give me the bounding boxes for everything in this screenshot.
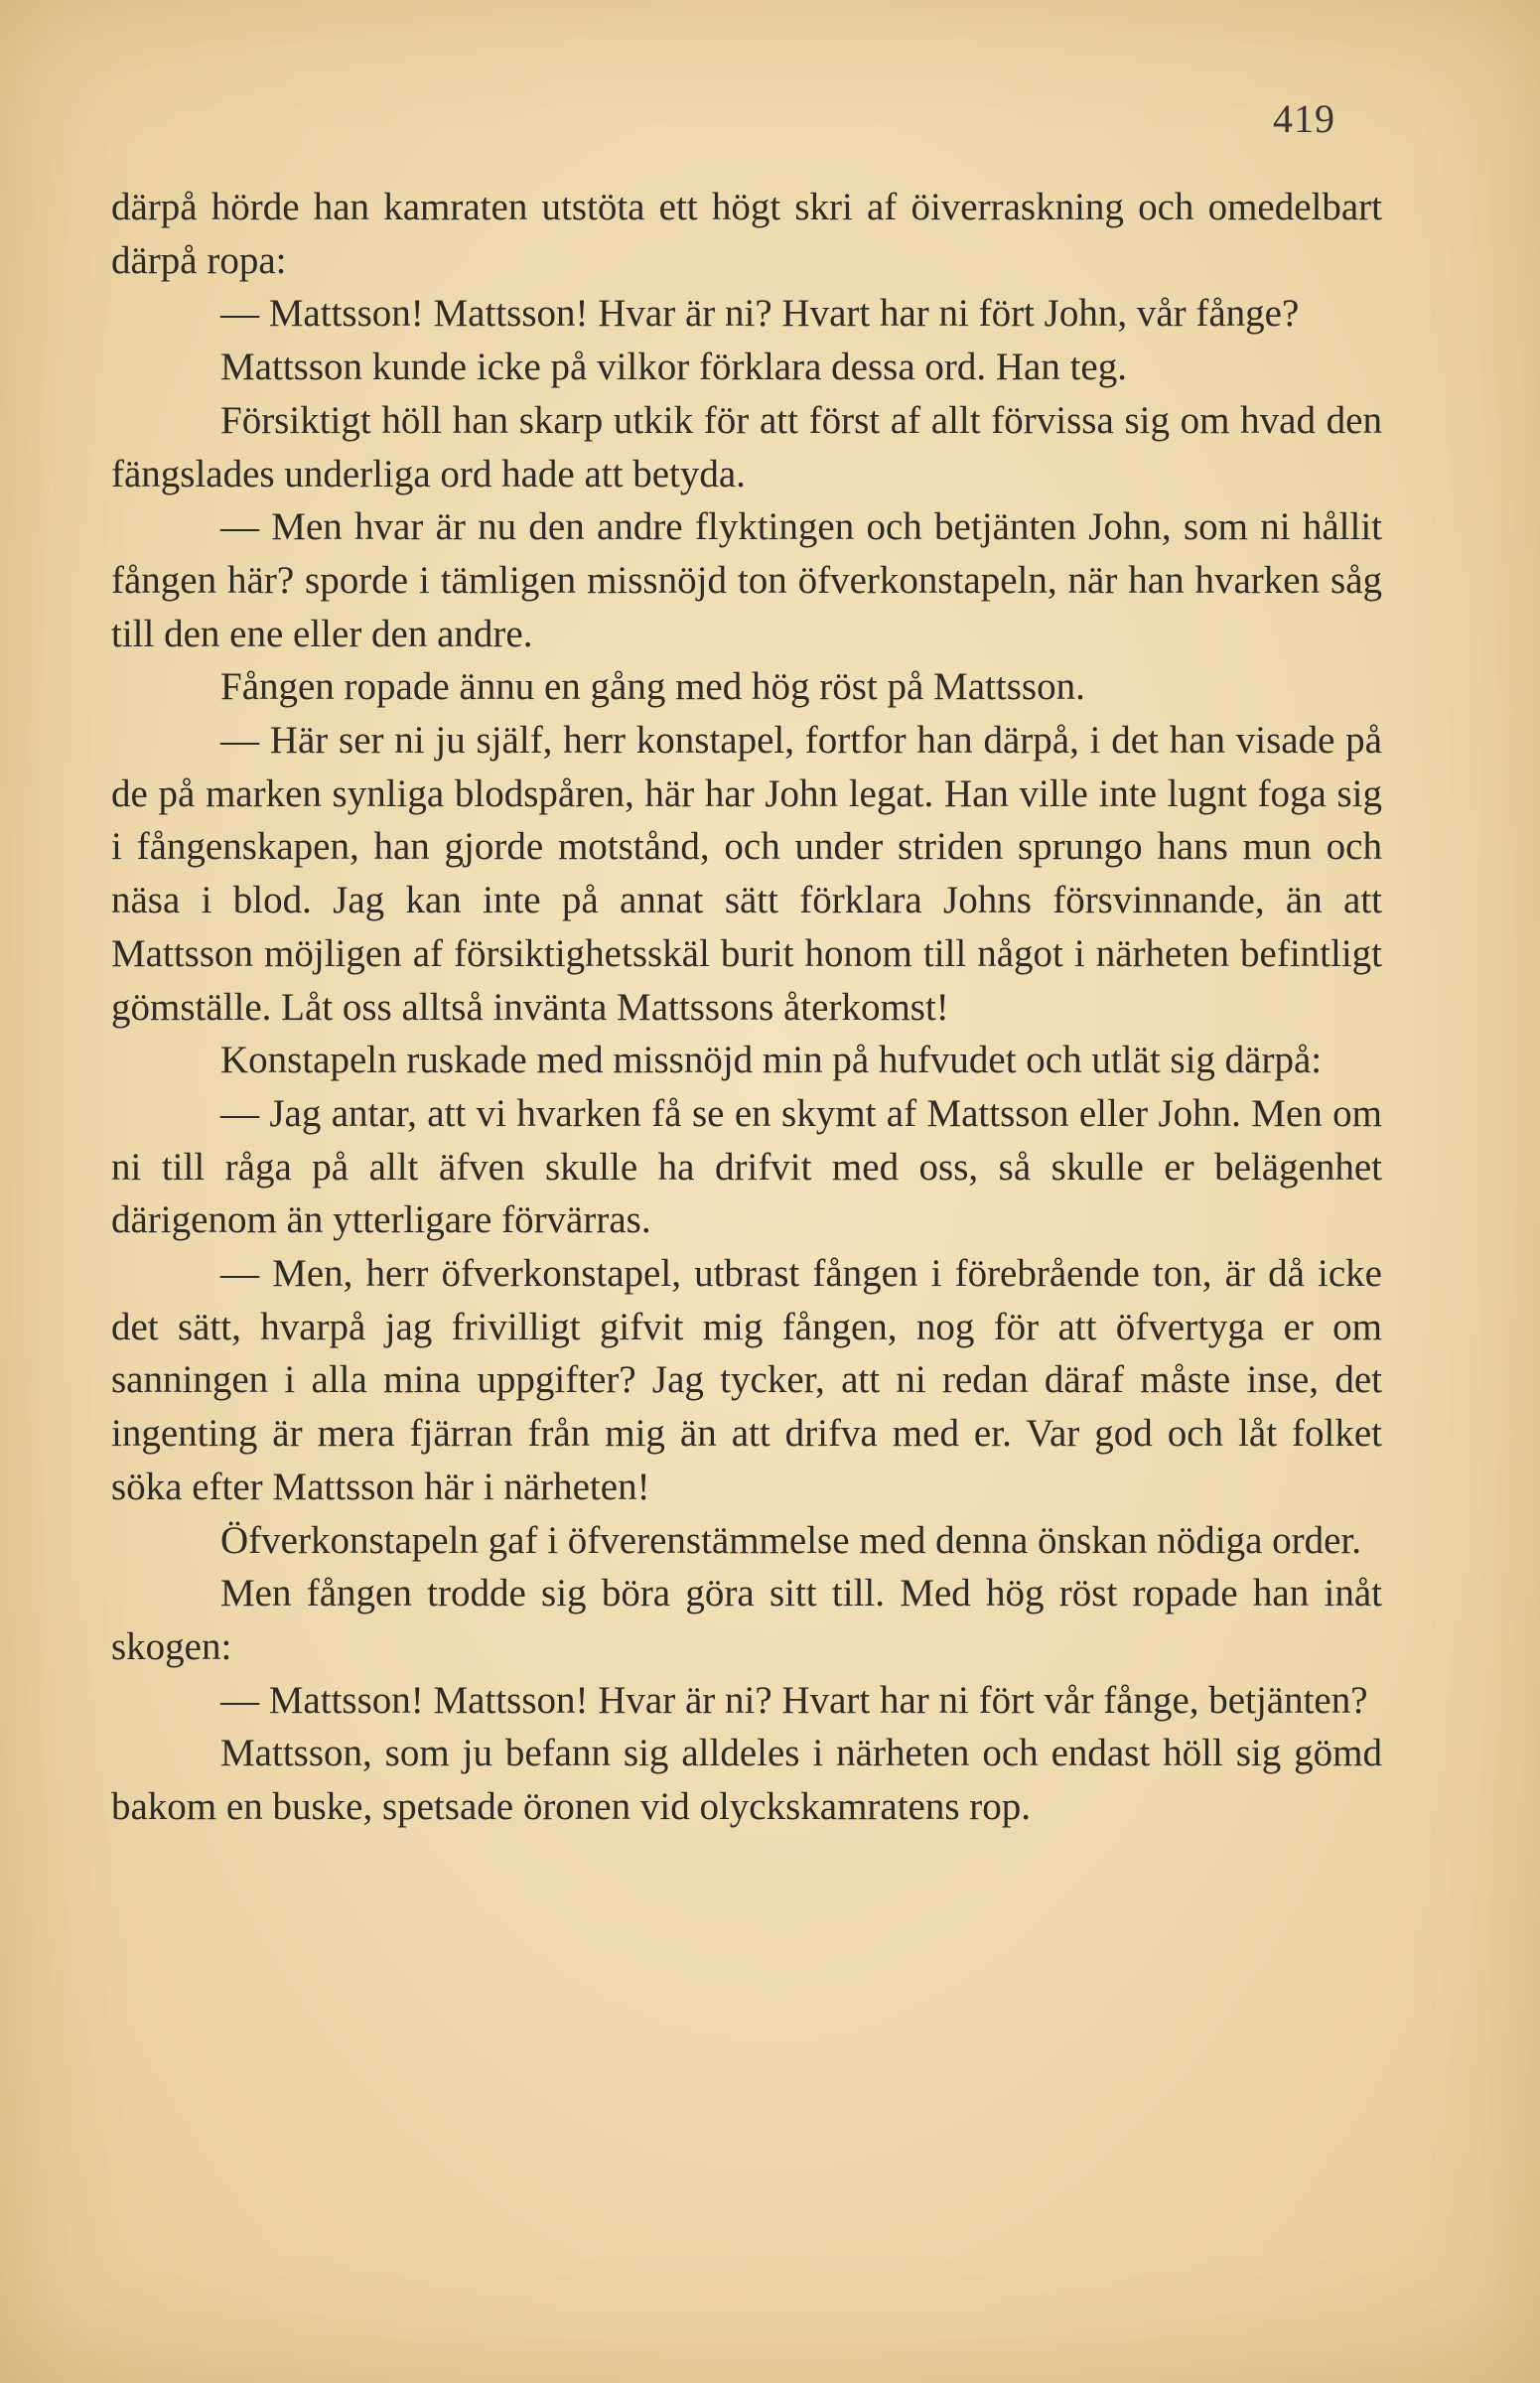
paragraph: Försiktigt höll han skarp utkik för att först af allt förvissa sig om hvad den fängslades underliga ord hade att betyda. [111,398,1382,495]
paragraph: därpå hörde han kamraten utstöta ett högt skri af öiverraskning och omedelbart därpå ropa: [111,186,1382,282]
paragraph: Mattsson, som ju befann sig alldeles i närheten och endast höll sig gömd bakom en buske, spetsade öronen vid olyckskamratens rop. [111,1732,1382,1829]
paragraph: Fången ropade ännu en gång med hög röst på Mattsson. [220,665,1085,709]
paragraph: Mattsson kunde icke på vilkor förklara dessa ord. Han teg. [220,346,1127,389]
paragraph: — Jag antar, att vi hvarken få se en skymt af Mattsson eller John. Men om ni till råga på allt äfven skulle ha drifvit med oss, så skulle er belägenhet därigenom än ytterligare förvärras. [111,1091,1382,1242]
paragraph: — Men, herr öfverkonstapel, utbrast fången i förebrående ton, är då icke det sätt, hvarpå jag frivilligt gifvit mig fången, nog för att öfvertyga er om sanningen i alla mina uppgifter? Jag tycker, att ni redan däraf måste inse, det ingenting är mera fjärran från mig än att drifva med er. Var god och låt folket söka efter Mattsson här i närheten! [111,1252,1382,1508]
paragraph: — Mattsson! Mattsson! Hvar är ni? Hvart har ni fört John, vår fånge? [220,292,1300,336]
paragraph: — Här ser ni ju själf, herr konstapel, fortfor han därpå, i det han visade på de på marken synliga blodspåren, här har John legat. Han ville inte lugnt foga sig i fångenskapen, han gjorde motstånd, och under striden sprungo hans mun och näsa i blod. Jag kan inte på annat sätt förklara Johns försvinnande, än att Mattsson möjligen af försiktighetsskäl burit honom till något i närheten befintligt gömställe. Låt oss alltså invänta Mattssons återkomst! [111,719,1382,1029]
paragraph: — Mattsson! Mattsson! Hvar är ni? Hvart har ni fört vår fånge, betjänten? [220,1678,1368,1722]
paragraph: Men fången trodde sig böra göra sitt till. Med hög röst ropade han inåt skogen: [111,1572,1382,1668]
paragraph: Konstapeln ruskade med missnöjd min på hufvudet och utlät sig därpå: [220,1039,1323,1082]
body-text [111,181,1382,1834]
paragraph: — Men hvar är nu den andre flyktingen och betjänten John, som ni hållit fången här? sporde i tämligen missnöjd ton öfverkonstapeln, när han hvarken såg till den ene eller den andre. [111,505,1382,655]
paragraph: Öfverkonstapeln gaf i öfverenstämmelse med denna önskan nödiga order. [220,1518,1362,1562]
page-number: 419 [1273,96,1335,141]
